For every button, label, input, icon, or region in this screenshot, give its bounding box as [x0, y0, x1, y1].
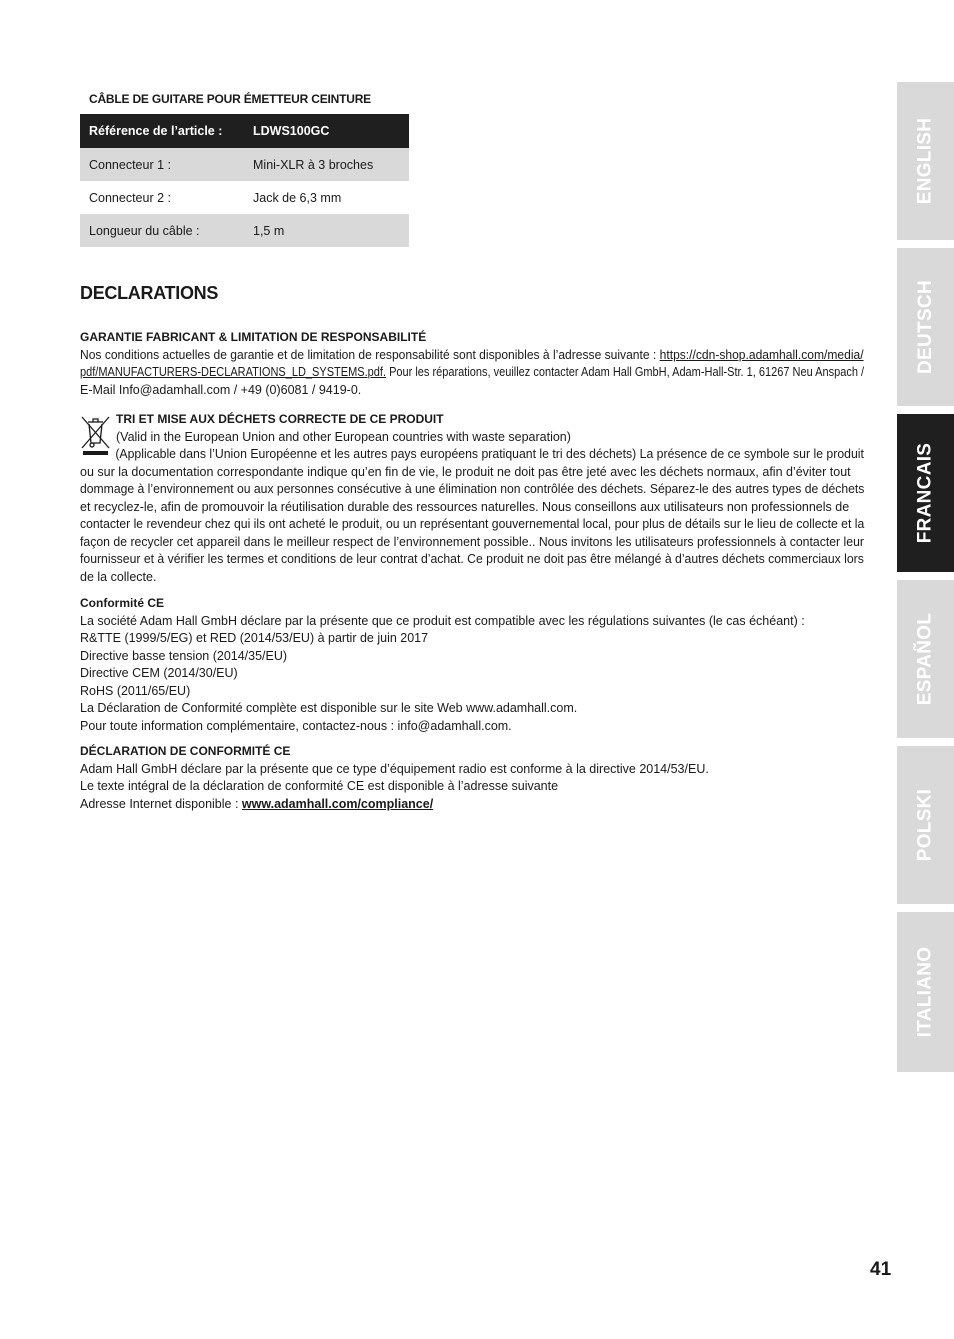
tab-label: ENGLISH — [914, 117, 936, 205]
tab-francais[interactable] — [897, 414, 954, 572]
spec-row-label: Connecteur 1 : — [80, 148, 245, 181]
compliance-link[interactable]: www.adamhall.com/compliance/ — [241, 796, 434, 811]
conformite-line: Pour toute information complémentaire, contactez-nous : info@adamhall.com. — [80, 718, 512, 733]
garantie-text: Pour les réparations, veuillez contacter Adam Hall GmbH, Adam-Hall-Str. 1, 61267 Neu Anspach / — [386, 365, 865, 379]
declaration-ce-line — [80, 796, 864, 814]
spec-header-label: Référence de l’article : — [80, 114, 245, 148]
declaration-ce-text: Adresse Internet disponible : — [80, 796, 242, 811]
declaration-ce-line: Le texte intégral de la déclaration de conformité CE est disponible à l’adresse suivante — [80, 779, 559, 793]
garantie-line — [80, 364, 865, 382]
conformite-heading: Conformité CE — [80, 596, 164, 610]
conformite-section — [80, 595, 864, 735]
declarations-title: DECLARATIONS — [80, 283, 219, 303]
weee-line: et recyclez-le, afin de promouvoir la réutilisation durable des ressources naturelles. Nous conseillons aux utilisateurs non professionnels de — [80, 499, 850, 514]
garantie-line — [80, 347, 864, 365]
declaration-ce-line: Adam Hall GmbH déclare par la présente que ce type d’équipement radio est conforme à la directive 2014/53/EU. — [80, 761, 709, 776]
tab-label: ITALIANO — [914, 946, 936, 1038]
conformite-line: La société Adam Hall GmbH déclare par la présente que ce produit est compatible avec les régulations suivantes (le cas échéant) : — [80, 613, 805, 628]
spec-table-row — [80, 181, 409, 214]
weee-heading: TRI ET MISE AUX DÉCHETS CORRECTE DE CE PRODUIT — [116, 412, 444, 426]
garantie-link[interactable]: https://cdn-shop.adamhall.com/media/ — [659, 347, 864, 362]
cable-section-label: CÂBLE DE GUITARE POUR ÉMETTEUR CEINTURE — [89, 92, 371, 106]
spec-row-value: Mini-XLR à 3 broches — [245, 148, 409, 181]
spec-row-value: 1,5 m — [245, 214, 409, 247]
garantie-text: Nos conditions actuelles de garantie et de limitation de responsabilité sont disponibles à l’adresse suivante : — [80, 347, 660, 362]
conformite-line: RoHS (2011/65/EU) — [80, 683, 191, 698]
spec-table — [80, 114, 409, 247]
tab-english[interactable] — [897, 82, 954, 240]
weee-line: (Applicable dans l’Union Européenne et les autres pays européens pratiquant le tri des déchets) La présence de ce symbole sur le produit — [115, 447, 864, 461]
weee-line: contacter le revendeur chez qui ils ont acheté le produit, ou un représentant gouvernemental local, pour plus de détails sur le lieu de collecte et la — [80, 517, 865, 531]
tab-espanol[interactable] — [897, 580, 954, 738]
spec-table-row — [80, 214, 409, 247]
conformite-line: Directive CEM (2014/30/EU) — [80, 666, 238, 680]
tab-polski[interactable] — [897, 746, 954, 904]
weee-line: fournisseur et à vérifier les termes et conditions de leur contrat d’achat. Ce produit ne doit pas être mélangé à d’autres déchets commerciaux lors — [80, 552, 864, 566]
garantie-contact-line: E-Mail Info@adamhall.com / +49 (0)6081 / 9419-0. — [80, 382, 362, 397]
weee-line: de la collecte. — [80, 569, 157, 584]
spec-header-value: LDWS100GC — [245, 114, 409, 148]
page-number: 41 — [870, 1259, 892, 1280]
conformite-line: La Déclaration de Conformité complète est disponible sur le site Web www.adamhall.com. — [80, 701, 578, 715]
conformite-line: Directive basse tension (2014/35/EU) — [80, 648, 288, 663]
garantie-link-continued[interactable]: pdf/MANUFACTURERS-DECLARATIONS_LD_SYSTEMS.pdf. — [80, 365, 387, 379]
tab-label: POLSKI — [914, 788, 936, 862]
weee-line: façon de recycler cet appareil dans le meilleur respect de l’environnement possible.. Nous invitons les utilisateurs professionnels à contacter leur — [80, 534, 865, 549]
tab-label: ESPAÑOL — [914, 612, 936, 706]
tab-label: FRANCAIS — [914, 442, 936, 544]
spec-table-row — [80, 148, 409, 181]
weee-section — [80, 411, 864, 586]
spec-row-label: Connecteur 2 : — [80, 181, 245, 214]
tab-italiano[interactable] — [897, 912, 954, 1072]
declaration-ce-section — [80, 743, 864, 813]
tab-deutsch[interactable] — [897, 248, 954, 406]
spec-row-label: Longueur du câble : — [80, 214, 245, 247]
garantie-heading: GARANTIE FABRICANT & LIMITATION DE RESPONSABILITÉ — [80, 330, 427, 344]
garantie-section — [80, 329, 864, 399]
spec-row-value: Jack de 6,3 mm — [245, 181, 409, 214]
spec-table-header-row — [80, 114, 409, 148]
weee-line: (Valid in the European Union and other European countries with waste separation) — [116, 429, 571, 444]
weee-line: dommage à l’environnement ou aux personnes consécutive à une élimination non contrôlée des déchets. Séparez-le des autres types de déchets — [80, 482, 865, 496]
conformite-line: R&TTE (1999/5/EG) et RED (2014/53/EU) à partir de juin 2017 — [80, 631, 429, 645]
tab-label: DEUTSCH — [914, 280, 936, 374]
weee-line: ou sur la documentation correspondante indique qu’en fin de vie, le produit ne doit pas être jeté avec les déchets normaux, afin d’éviter tout — [80, 464, 851, 479]
declaration-ce-heading: DÉCLARATION DE CONFORMITÉ CE — [80, 744, 291, 758]
